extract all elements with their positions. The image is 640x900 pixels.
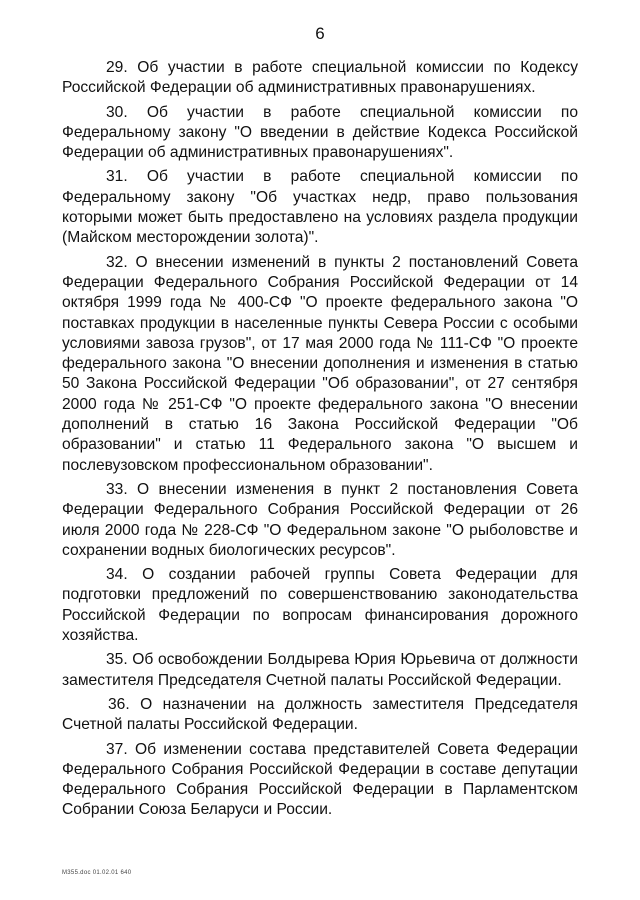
agenda-item-35: 35. Об освобождении Болдырева Юрия Юрьевича от должности заместителя Председателя Счетной палаты Российской Федерации. [62,651,578,689]
agenda-item-29: 29. Об участии в работе специальной комиссии по Кодексу Российской Федерации об административных правонарушениях. [62,59,578,97]
document-body [62,58,578,825]
agenda-item-32: 32. О внесении изменений в пункты 2 постановлений Совета Федерации Федерального Собрания Российской Федерации от 14 октября 1999 года № 400-СФ "О проекте федерального закона "О поставках продукции в населенные пункты Севера России с особыми условиями завоза грузов", от 17 мая 2000 года № 111-СФ "О проекте федерального закона "О внесении дополнения и изменения в статью 50 Закона Российской Федерации "Об образовании", от 27 сентября 2000 года № 251-СФ "О проекте федерального закона "О внесении дополнений в статью 16 Закона Российской Федерации "Об образовании" и статью 11 Федерального закона "О высшем и послевузовском профессиональном образовании". [62,253,578,474]
agenda-item-30: 30. Об участии в работе специальной комиссии по Федеральному закону "О введении в действие Кодекса Российской Федерации об административных правонарушениях". [62,103,578,162]
agenda-item-34: 34. О создании рабочей группы Совета Федерации для подготовки предложений по совершенствованию законодательства Российской Федерации по вопросам финансирования дорожного хозяйства. [62,566,578,645]
agenda-item-36: 36. О назначении на должность заместителя Председателя Счетной палаты Российской Федерации. [62,695,578,734]
page-number: 6 [315,24,325,43]
file-stamp: М355.doc 01.02.01 640 [62,870,132,876]
agenda-item-37: 37. Об изменении состава представителей Совета Федерации Федерального Собрания Российской Федерации в составе депутации Федерального Собрания Российской Федерации в Парламентском Собрании Союза Беларуси и России. [62,740,578,819]
agenda-item-33: 33. О внесении изменения в пункт 2 постановления Совета Федерации Федерального Собрания Российской Федерации от 26 июля 2000 года № 228-СФ "О Федеральном законе "О рыболовстве и сохранении водных биологических ресурсов". [62,480,578,559]
agenda-item-31: 31. Об участии в работе специальной комиссии по Федеральному закону "Об участках недр, право пользования которыми может быть предоставлено на условиях раздела продукции (Майском месторождении золота)". [62,168,578,247]
